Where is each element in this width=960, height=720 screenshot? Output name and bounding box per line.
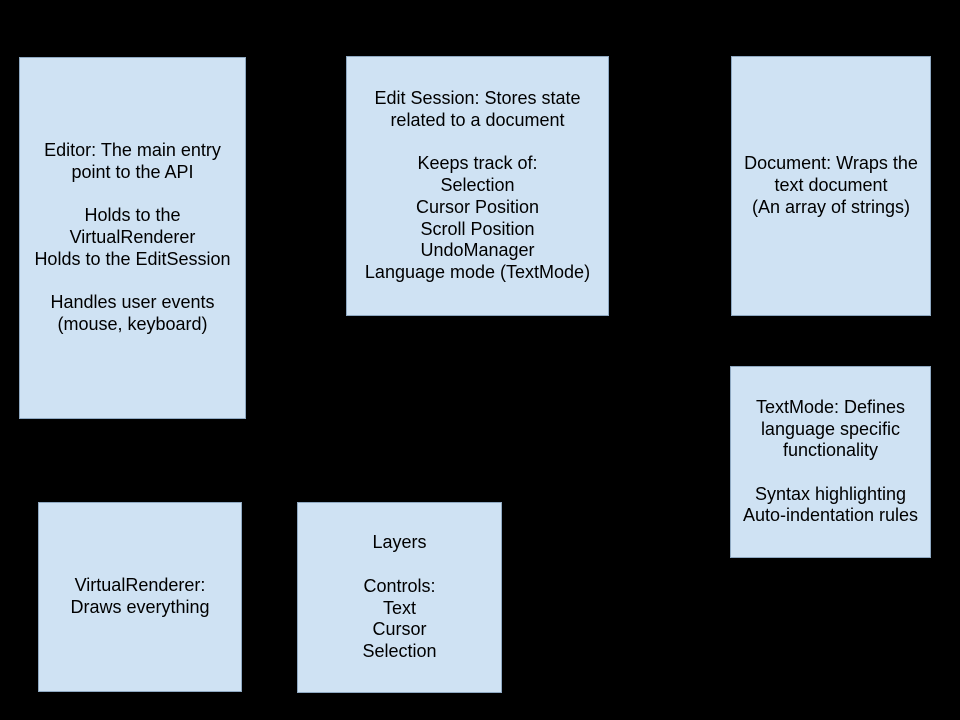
text-line: Text (382, 597, 416, 618)
text-line: Cursor (372, 619, 427, 640)
text-line: Keeps track of: (417, 153, 538, 174)
text-line: Syntax highlighting (754, 483, 907, 504)
text-line: Draws everything (70, 597, 210, 617)
text-line: point to the API (71, 162, 194, 183)
text-line: text document (774, 175, 888, 196)
text-line: UndoManager (420, 240, 535, 261)
text-line: Holds to the (84, 205, 181, 226)
text-line: related to a document (390, 110, 565, 131)
text-line: Auto-indentation rules (742, 505, 919, 526)
text-line: Language mode (TextMode) (364, 261, 591, 282)
text-line: Selection (440, 175, 515, 196)
text-line: Document: Wraps the (744, 153, 918, 174)
box-virtual-renderer (38, 502, 242, 692)
text-line: Cursor Position (415, 196, 540, 217)
text-line (731, 462, 930, 484)
text-line (347, 132, 608, 154)
box-textmode (730, 366, 931, 558)
text-line: VirtualRenderer (69, 227, 196, 248)
text-line: Editor: The main entry (44, 140, 221, 161)
box-edit-session (346, 56, 609, 316)
text-line: language specific (760, 418, 901, 439)
text-line: (mouse, keyboard) (57, 313, 208, 334)
text-line: Selection (362, 640, 437, 661)
text-line: TextMode: Defines (755, 396, 906, 417)
box-layers (297, 502, 502, 693)
text-line: functionality (782, 440, 879, 461)
text-line: VirtualRenderer: (74, 575, 206, 596)
text-line (20, 184, 245, 206)
box-document (731, 56, 931, 316)
box-editor (19, 57, 246, 419)
text-line: Handles user events (50, 292, 215, 313)
text-line (20, 271, 245, 293)
text-line: Holds to the EditSession (34, 248, 231, 269)
text-line: Scroll Position (420, 218, 535, 239)
text-line: Layers (372, 532, 427, 553)
text-line (298, 554, 501, 576)
text-line: (An array of strings) (751, 196, 911, 217)
text-line: Controls: (363, 575, 436, 596)
text-line: Edit Session: Stores state (374, 88, 581, 109)
